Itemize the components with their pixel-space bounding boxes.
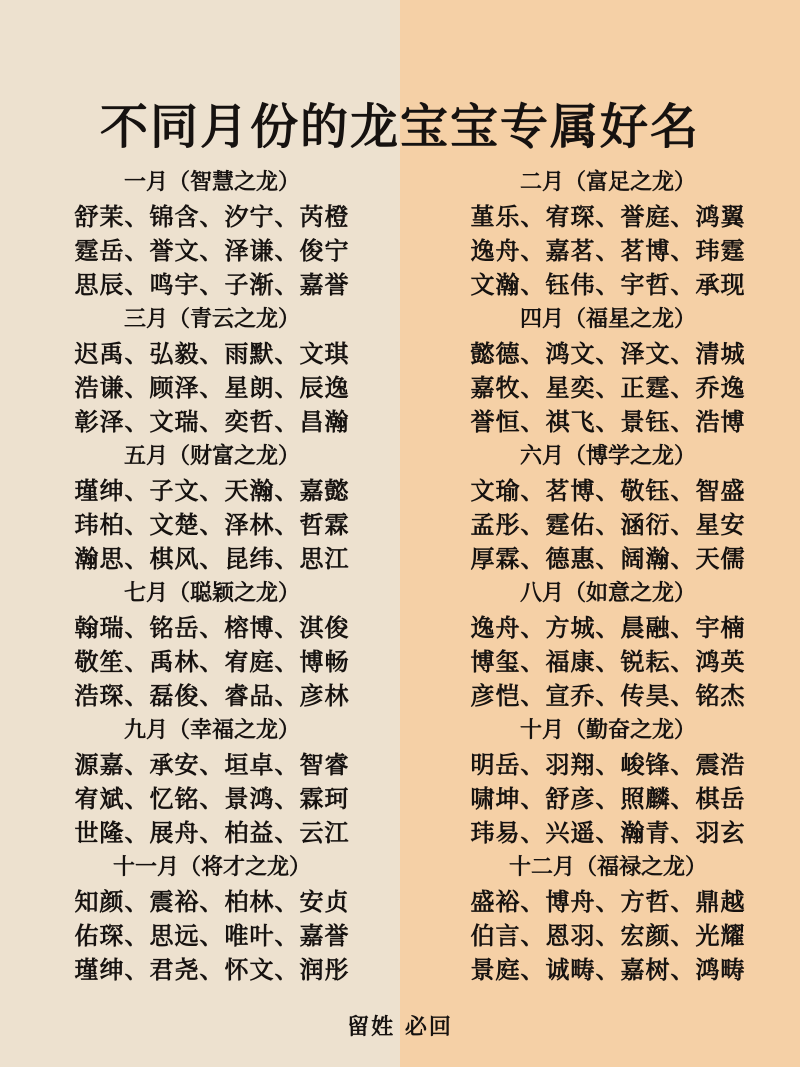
month-block-jan [42, 164, 382, 301]
month-block-apr [438, 301, 778, 438]
month-heading: 八月（如意之龙） [519, 580, 696, 606]
name-row: 敬笙、禹林、宥庭、博畅 [74, 647, 350, 676]
month-block-aug [438, 575, 778, 712]
month-heading: 四月（福星之龙） [519, 306, 696, 332]
name-row: 玮易、兴遥、瀚青、羽玄 [470, 818, 746, 847]
name-row: 誉恒、祺飞、景钰、浩博 [470, 407, 746, 436]
name-row: 啸坤、舒彦、照麟、棋岳 [470, 784, 746, 813]
name-row: 源嘉、承安、垣卓、智睿 [74, 750, 350, 779]
name-row: 懿德、鸿文、泽文、清城 [470, 339, 746, 368]
right-column [438, 164, 778, 986]
name-row: 厚霖、德惠、阔瀚、天儒 [470, 544, 746, 573]
name-row: 逸舟、嘉茗、茗博、玮霆 [470, 236, 746, 265]
month-block-jun [438, 438, 778, 575]
month-heading: 六月（博学之龙） [519, 443, 696, 469]
month-heading: 一月（智慧之龙） [123, 169, 300, 195]
month-block-mar [42, 301, 382, 438]
name-row: 玮柏、文楚、泽林、哲霖 [74, 510, 350, 539]
name-row: 舒茉、锦含、汐宁、芮橙 [74, 202, 350, 231]
name-row: 宥斌、忆铭、景鸿、霖珂 [74, 784, 350, 813]
month-heading: 十二月（福禄之龙） [508, 854, 707, 880]
month-block-jul [42, 575, 382, 712]
name-row: 堇乐、宥琛、誉庭、鸿翼 [470, 202, 746, 231]
name-row: 佑琛、思远、唯叶、嘉誉 [74, 921, 350, 950]
name-row: 孟彤、霆佑、涵衍、星安 [470, 510, 746, 539]
month-heading: 九月（幸福之龙） [123, 717, 300, 743]
month-block-dec [438, 849, 778, 986]
left-column [42, 164, 382, 986]
name-row: 文瀚、钰伟、宇哲、承现 [470, 270, 746, 299]
month-heading: 十月（勤奋之龙） [519, 717, 696, 743]
name-row: 翰瑞、铭岳、榕博、淇俊 [74, 613, 350, 642]
page-title: 不同月份的龙宝宝专属好名 [99, 99, 700, 155]
month-heading: 三月（青云之龙） [123, 306, 300, 332]
name-row: 文瑜、茗博、敬钰、智盛 [470, 476, 746, 505]
name-row: 瑾绅、子文、天瀚、嘉懿 [74, 476, 350, 505]
name-row: 瑾绅、君尧、怀文、润彤 [74, 955, 350, 984]
name-row: 迟禹、弘毅、雨默、文琪 [74, 339, 350, 368]
month-block-feb [438, 164, 778, 301]
name-row: 浩琛、磊俊、睿品、彦林 [74, 681, 350, 710]
month-block-may [42, 438, 382, 575]
month-block-oct [438, 712, 778, 849]
name-row: 盛裕、博舟、方哲、鼎越 [470, 887, 746, 916]
name-row: 逸舟、方城、晨融、宇楠 [470, 613, 746, 642]
month-block-sep [42, 712, 382, 849]
name-row: 明岳、羽翔、峻锋、震浩 [470, 750, 746, 779]
name-row: 知颜、震裕、柏林、安贞 [74, 887, 350, 916]
name-row: 彰泽、文瑞、奕哲、昌瀚 [74, 407, 350, 436]
name-row: 彦恺、宣乔、传昊、铭杰 [470, 681, 746, 710]
name-row: 世隆、展舟、柏益、云江 [74, 818, 350, 847]
month-heading: 二月（富足之龙） [519, 169, 696, 195]
name-row: 博玺、福康、锐耘、鸿英 [470, 647, 746, 676]
name-row: 瀚思、棋风、昆纬、思江 [74, 544, 350, 573]
name-row: 嘉牧、星奕、正霆、乔逸 [470, 373, 746, 402]
month-heading: 五月（财富之龙） [123, 443, 300, 469]
month-heading: 十一月（将才之龙） [112, 854, 311, 880]
name-row: 伯言、恩羽、宏颜、光耀 [470, 921, 746, 950]
name-row: 思辰、鸣宇、子渐、嘉誉 [74, 270, 350, 299]
name-row: 景庭、诚畴、嘉树、鸿畴 [470, 955, 746, 984]
name-row: 浩谦、顾泽、星朗、辰逸 [74, 373, 350, 402]
month-block-nov [42, 849, 382, 986]
month-heading: 七月（聪颖之龙） [123, 580, 300, 606]
footer-note: 留姓 必回 [347, 1014, 453, 1040]
name-row: 霆岳、誉文、泽谦、俊宁 [74, 236, 350, 265]
